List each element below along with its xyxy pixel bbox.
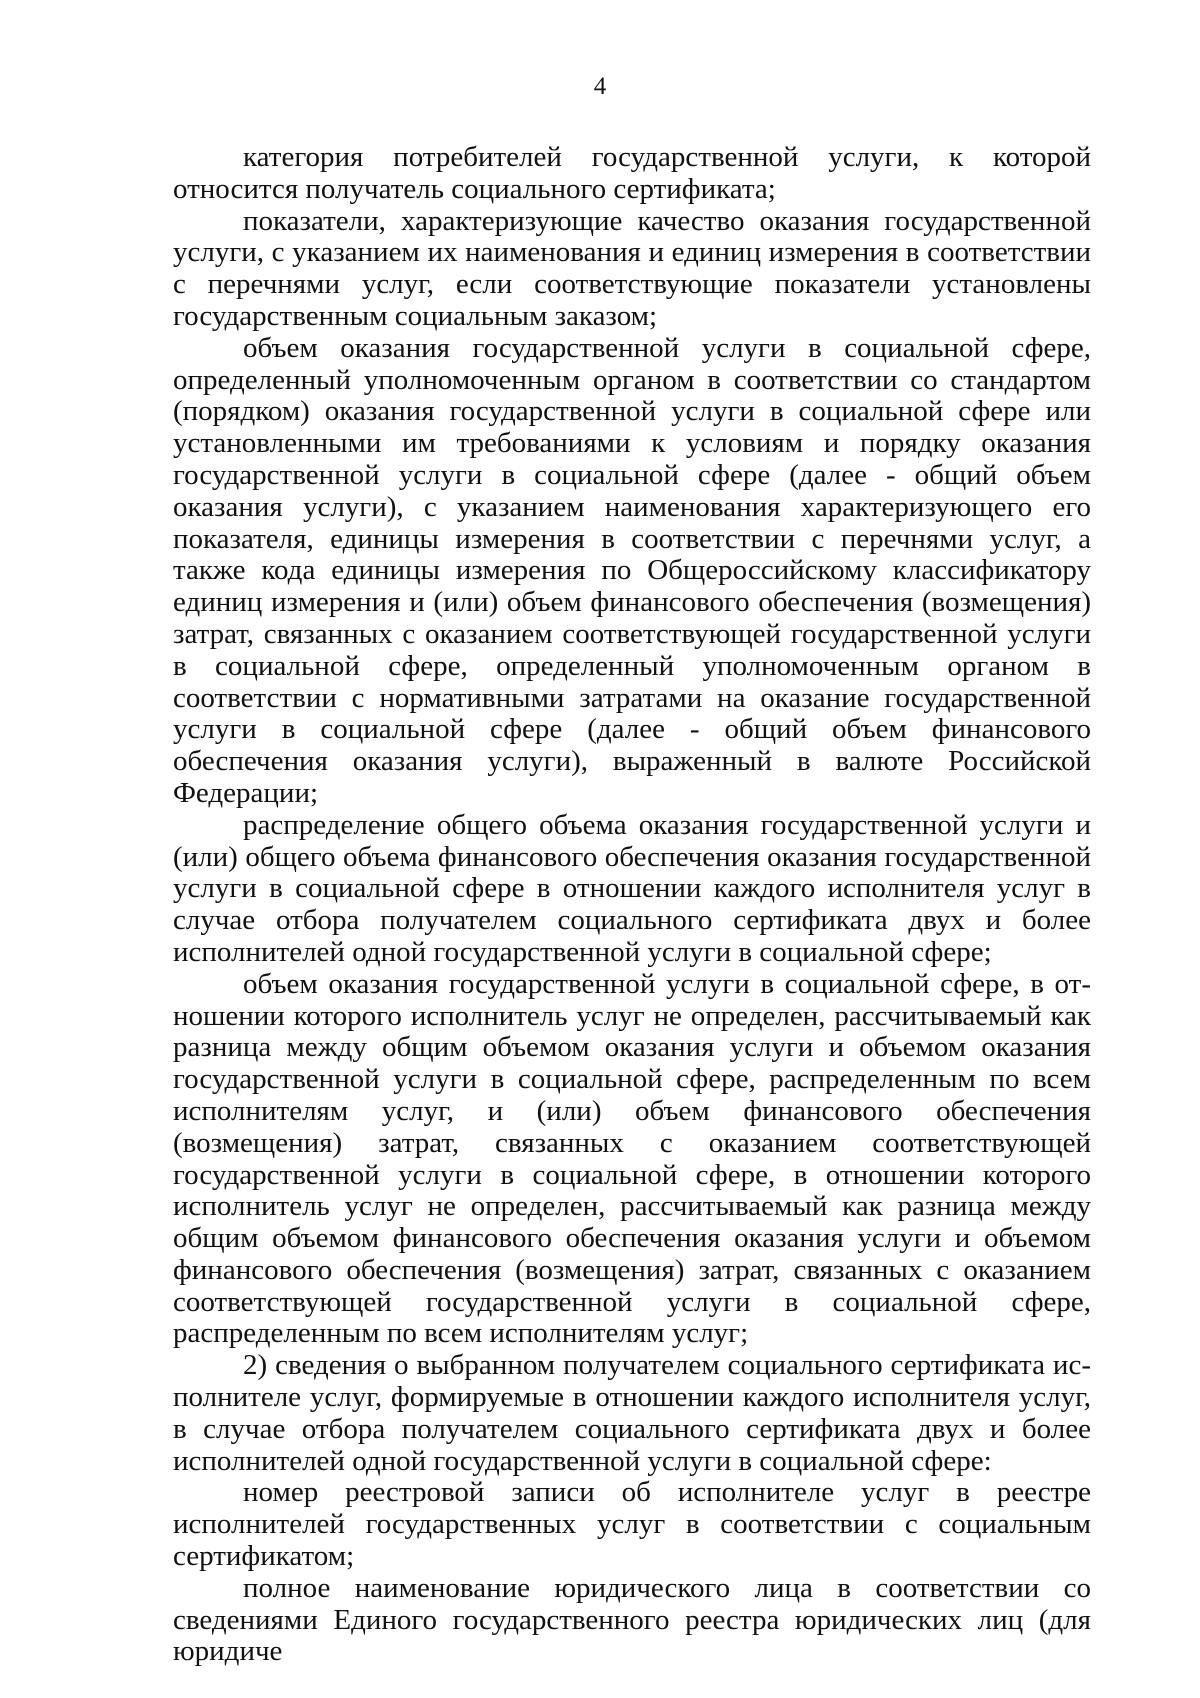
document-body: [173, 142, 1091, 1668]
paragraph-volume-distribution: распределение общего объема оказания государственной услуги и (или) общего объема финансового обеспечения оказания государственной услуги в социальной сфере в отношении каждого исполнителя услуг в случае отбора получателем социального сертификата двух и более исполнителей одной государственной услуги в социальной сфере;: [173, 808, 1091, 968]
page-number: 4: [593, 73, 607, 100]
paragraph-service-volume: объем оказания государственной услуги в социальной сфере, определенный уполномоченным органом в соответствии со стандартом (порядком) оказания государственной услуги в социальной сфере или установленными им требованиями к условиям и порядку оказания государственной услуги в социальной сфере (далее - общий объем оказания услуги), с указанием наименования характеризующего его показателя, единицы измерения в соответствии с перечнями услуг, а также кода единицы измерения по Общероссийскому классификатору единиц измерения и (или) объем финансового обеспечения (возмещения) затрат, связанных с оказанием соответствующей государственной услуги в социальной сфере, определенный уполномоченным органом в соответствии с нормативными затратами на оказание государственной услуги в социальной сфере (далее - общий объем финансового обеспечения оказания услуги), выраженный в валюте Российской Федерации;: [173, 331, 1091, 809]
paragraph-undetermined-volume: объем оказания государственной услуги в социальной сфере, в отношении которого исполнитель услуг не определен, рассчитываемый как разница между общим объемом оказания услуги и объемом оказания государственной услуги в социальной сфере, распределенным по всем исполнителям услуг, и (или) объем финансового обеспечения (возмещения) затрат, связанных с оказанием соответствующей государственной услуги в социальной сфере, в отношении которого исполнитель услуг не определен, рассчитываемый как разница между общим объемом финансового обеспечения оказания услуги и объемом финансового обеспечения (возмещения) затрат, связанных с оказанием соответствующей государственной услуги в социальной сфере, распределенным по всем исполнителям услуг;: [173, 967, 1091, 1350]
paragraph-legal-entity-name: полное наименование юридического лица в соответствии со сведениями Единого государственного реестра юридических лиц (для юридиче: [173, 1571, 1091, 1668]
paragraph-quality-indicators: показатели, характеризующие качество оказания государственной услуги, с указанием их наименования и единиц измерения в соответствии с перечнями услуг, если соответствующие показатели установлены государственным социальным заказом;: [173, 204, 1091, 332]
paragraph-registry-number: номер реестровой записи об исполнителе услуг в реестре исполнителей государственных услуг в соответствии с социальным сертификатом;: [173, 1476, 1091, 1573]
paragraph-provider-info: 2) сведения о выбранном получателем социального сертификата исполнителе услуг, формируемые в отношении каждого исполнителя услуг, в случае отбора получателем социального сертификата двух и более исполнителей одной государственной услуги в социальной сфере:: [173, 1349, 1091, 1477]
paragraph-consumer-category: категория потребителей государственной услуги, к которой относится получатель социального сертификата;: [173, 141, 1091, 205]
